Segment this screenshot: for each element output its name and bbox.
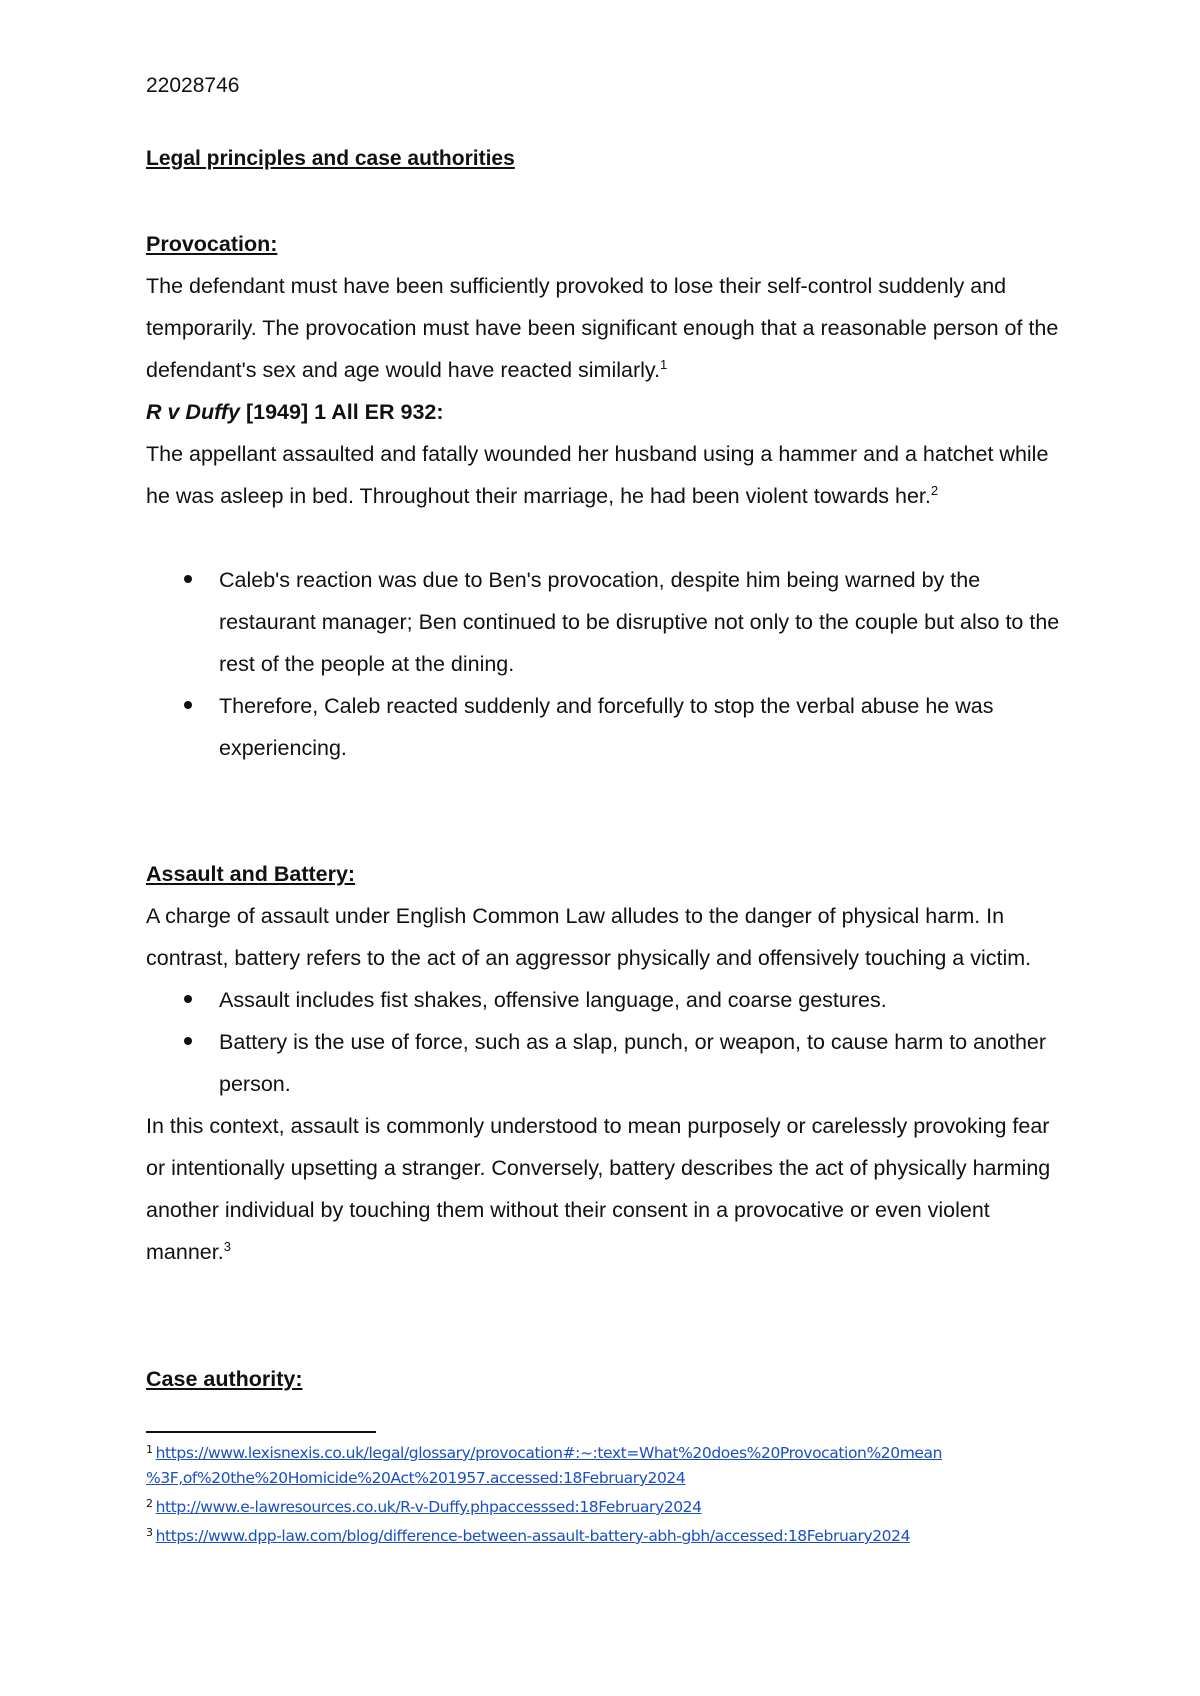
assault-battery-heading: Assault and Battery:	[146, 862, 356, 886]
list-item	[146, 1021, 1066, 1105]
list-item-text: Caleb's reaction was due to Ben's provocation, despite him being warned by the restaurant manager; Ben continued to be disruptive not only to the couple but also to the rest of the people at the dining.	[219, 568, 1060, 676]
footnote-1-link[interactable]	[146, 1444, 942, 1487]
footnote-3	[146, 1520, 1066, 1549]
student-id: 22028746	[146, 74, 240, 97]
bullet-icon	[184, 701, 192, 709]
footnote-separator	[146, 1431, 376, 1433]
provocation-heading: Provocation:	[146, 232, 278, 256]
assault-battery-section	[146, 853, 1066, 1273]
list-item-text: Assault includes fist shakes, offensive language, and coarse gestures.	[219, 988, 887, 1012]
assault-battery-conclusion	[146, 1105, 1066, 1273]
case-authority-heading: Case authority:	[146, 1367, 303, 1391]
case-facts	[146, 433, 1066, 517]
case-citation-text: [1949] 1 All ER 932:	[245, 400, 444, 424]
provocation-section	[146, 223, 1066, 769]
footnote-ref-1[interactable]: 1	[660, 357, 668, 372]
document-title: Legal principles and case authorities	[146, 147, 515, 170]
list-item	[146, 685, 1066, 769]
footnote-2	[146, 1491, 1066, 1520]
assault-battery-bullet-list	[146, 979, 1066, 1105]
bullet-icon	[184, 1037, 192, 1045]
list-item	[146, 979, 1066, 1021]
footnote-ref-3[interactable]: 3	[223, 1239, 231, 1254]
footnote-1	[146, 1437, 1066, 1491]
footnote-1-link-line1[interactable]: https://www.lexisnexis.co.uk/legal/glossary/provocation#:~:text=What%20does%20Provocation%20mean	[155, 1444, 943, 1462]
footnote-number: 3	[146, 1526, 153, 1539]
provocation-definition	[146, 265, 1066, 391]
case-authority-section	[146, 1358, 1066, 1400]
provocation-bullet-list	[146, 559, 1066, 769]
provocation-definition-text: The defendant must have been sufficiently provoked to lose their self-control suddenly and temporarily. The provocation must have been significant enough that a reasonable person of the defendant's sex and age would have reacted similarly.	[146, 274, 1059, 382]
list-item	[146, 559, 1066, 685]
footnote-number: 1	[146, 1443, 153, 1456]
footnote-number: 2	[146, 1497, 153, 1510]
case-facts-text: The appellant assaulted and fatally wounded her husband using a hammer and a hatchet while he was asleep in bed. Throughout their marriage, he had been violent towards her.	[146, 442, 1049, 508]
bullet-icon	[184, 575, 192, 583]
assault-battery-intro: A charge of assault under English Common Law alludes to the danger of physical harm. In contrast, battery refers to the act of an aggressor physically and offensively touching a victim.	[146, 904, 1032, 970]
list-item-text: Battery is the use of force, such as a slap, punch, or weapon, to cause harm to another person.	[219, 1030, 1047, 1096]
footnote-2-link[interactable]: http://www.e-lawresources.co.uk/R-v-Duffy.phpaccesssed:18February2024	[155, 1498, 702, 1516]
footnotes	[146, 1437, 1066, 1549]
bullet-icon	[184, 995, 192, 1003]
case-citation	[146, 391, 1066, 433]
footnote-1-link-line2[interactable]: %3F,of%20the%20Homicide%20Act%201957.accessed:18February2024	[146, 1469, 686, 1487]
footnote-3-link[interactable]: https://www.dpp-law.com/blog/difference-between-assault-battery-abh-gbh/accessed:18February2024	[155, 1527, 911, 1545]
list-item-text: Therefore, Caleb reacted suddenly and forcefully to stop the verbal abuse he was experiencing.	[219, 694, 994, 760]
case-name: R v Duffy	[146, 400, 240, 424]
assault-battery-conclusion-text: In this context, assault is commonly understood to mean purposely or carelessly provoking fear or intentionally upsetting a stranger. Conversely, battery describes the act of physically harming another individual by touching them without their consent in a provocative or even violent manner.	[146, 1114, 1051, 1264]
footnote-ref-2[interactable]: 2	[930, 483, 939, 498]
